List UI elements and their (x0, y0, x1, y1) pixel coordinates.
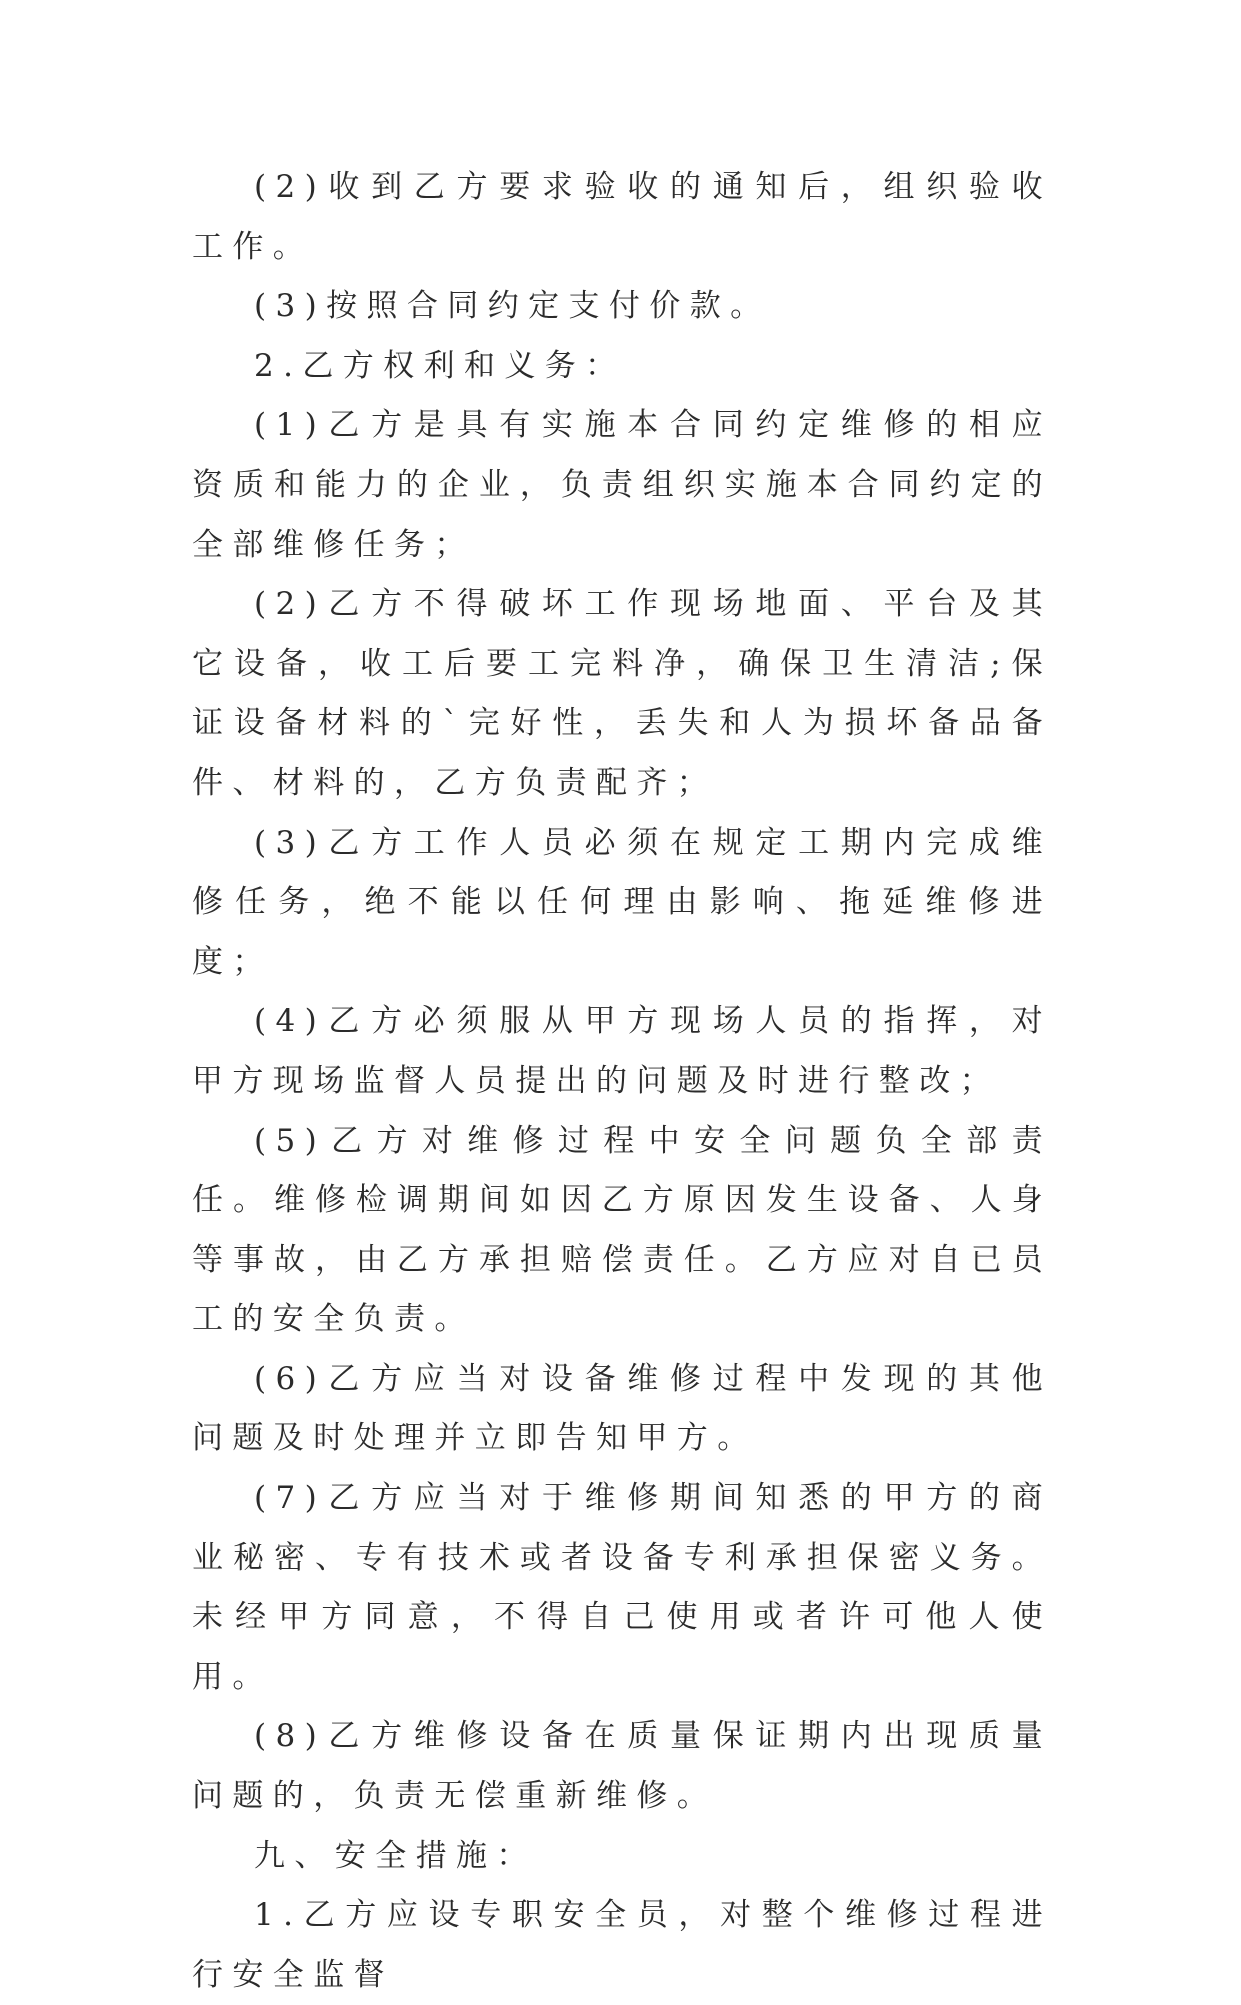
paragraph: (7)乙方应当对于维修期间知悉的甲方的商业秘密、专有技术或者设备专利承担保密义务。未经甲方同意，不得自己使用或者许可他人使用。 (192, 1480, 1052, 1695)
paragraph: (8)乙方维修设备在质量保证期内出现质量问题的，负责无偿重新维修。 (192, 1718, 1052, 1815)
paragraph: (1)乙方是具有实施本合同约定维修的相应资质和能力的企业，负责组织实施本合同约定的全部维修任务； (192, 407, 1052, 563)
paragraph: (2)收到乙方要求验收的通知后，组织验收工作。 (192, 169, 1052, 265)
paragraph: (2)乙方不得破坏工作现场地面、平台及其它设备，收工后要工完料净，确保卫生清洁;保证设备材料的`完好性，丢失和人为损坏备品备件、材料的，乙方负责配齐； (192, 586, 1052, 801)
paragraph: 1.乙方应设专职安全员，对整个维修过程进行安全监督 (192, 1897, 1052, 1993)
paragraph: (4)乙方必须服从甲方现场人员的指挥，对甲方现场监督人员提出的问题及时进行整改； (192, 1003, 1052, 1099)
paragraph: (3)乙方工作人员必须在规定工期内完成维修任务，绝不能以任何理由影响、拖延维修进度； (192, 824, 1052, 980)
paragraph: (6)乙方应当对设备维修过程中发现的其他问题及时处理并立即告知甲方。 (192, 1360, 1052, 1457)
paragraph: 2.乙方权利和义务： (254, 347, 626, 384)
paragraph: (5)乙方对维修过程中安全问题负全部责任。维修检调期间如因乙方原因发生设备、人身等事故，由乙方承担赔偿责任。乙方应对自已员工的安全负责。 (192, 1122, 1052, 1338)
paragraph: (3)按照合同约定支付价款。 (254, 288, 771, 325)
section-heading: 九、安全措施： (254, 1837, 537, 1874)
document-body (192, 158, 1052, 2005)
